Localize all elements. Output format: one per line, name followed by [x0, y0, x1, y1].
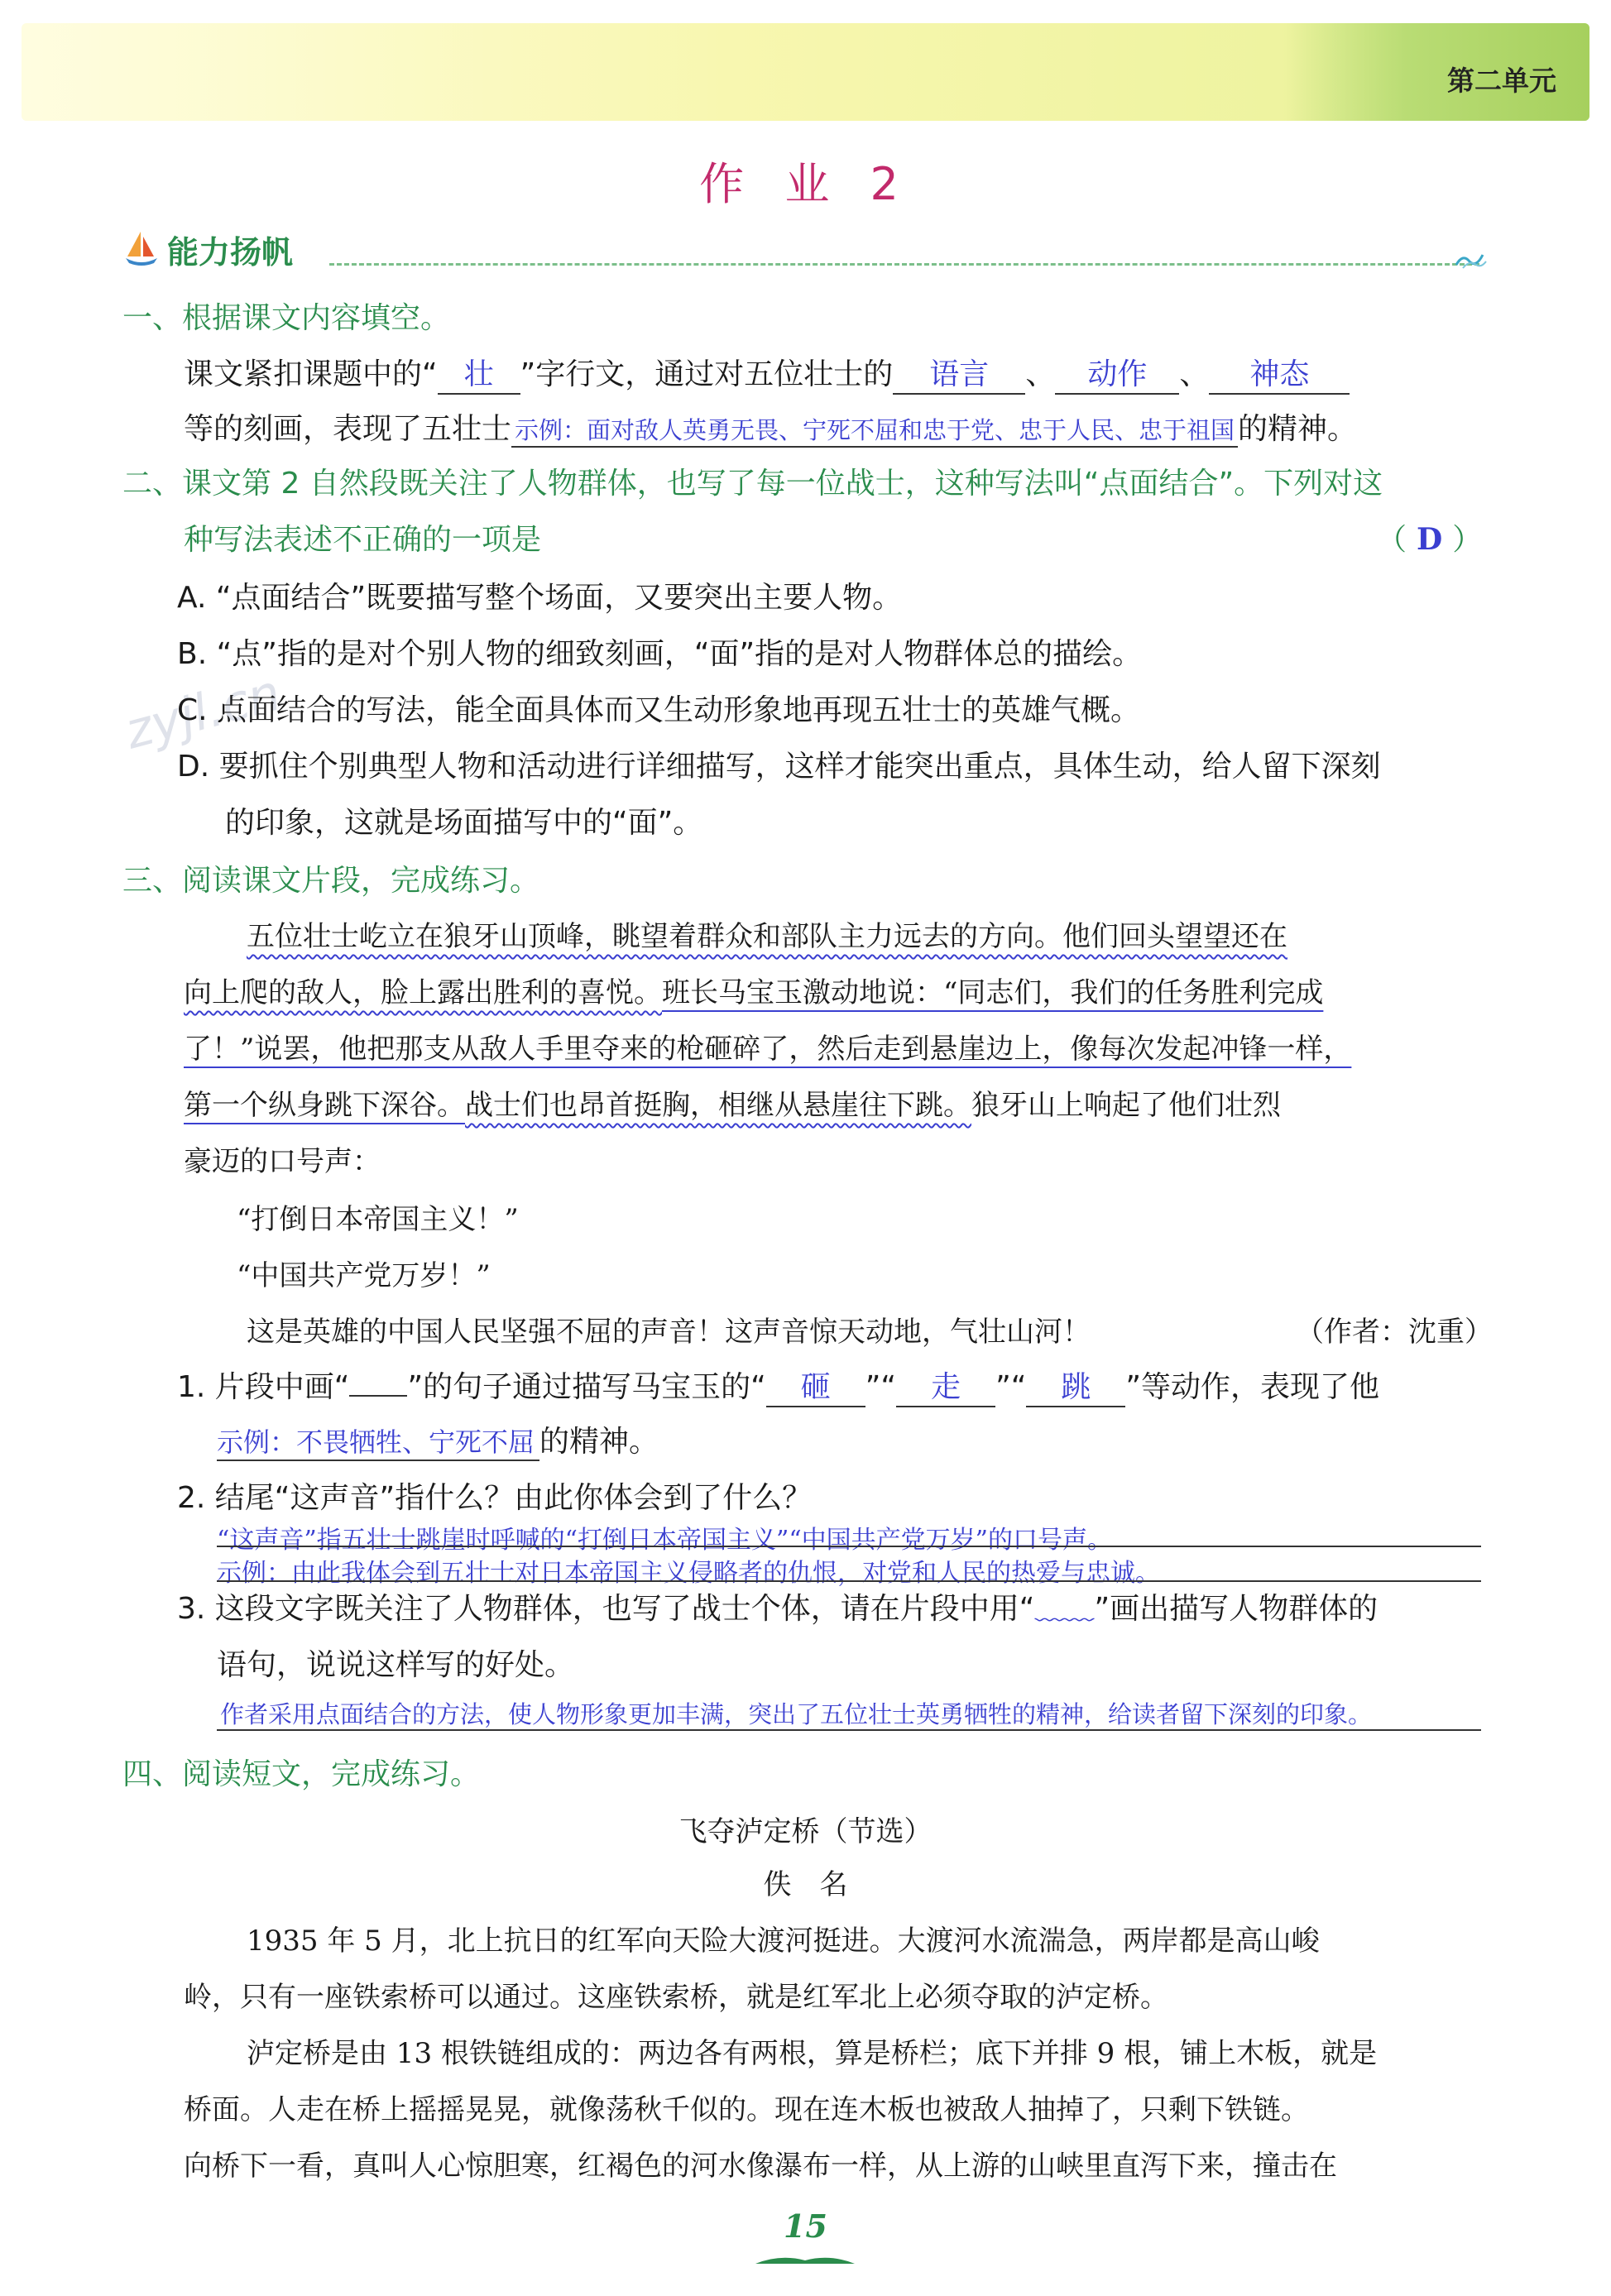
q3-slogan-1: “打倒日本帝国主义！”	[237, 1203, 519, 1236]
article-title-note: （节选）	[819, 1815, 933, 1848]
q3-sub3-line1	[177, 1585, 1378, 1627]
q2-option-d-cont: 的印象，这就是场面描写中的“面”。	[225, 806, 703, 840]
sub1-text: 1. 片段中画“	[177, 1370, 350, 1404]
unit-label: 第二单元	[1447, 65, 1556, 97]
q1-line2	[184, 405, 1357, 448]
page-ornament-icon	[755, 2252, 855, 2265]
q2-heading-1: 二、课文第 2 自然段既关注了人物群体，也写了每一位战士，这种写法叫“点面结合”。下列对这	[122, 467, 1383, 501]
q3-passage-line1	[247, 913, 1287, 954]
q4-article-title	[0, 1809, 1611, 1849]
q1-text: 课文紧扣课题中的“	[184, 357, 438, 391]
q1-blank-5[interactable]: 示例：面对敌人英勇无畏、宁死不屈和忠于党、忠于人民、忠于祖国	[511, 412, 1238, 448]
paren: ）	[1452, 523, 1483, 557]
passage-text: 狼牙山上响起了他们壮烈	[971, 1089, 1281, 1122]
ma-baoyu-sentence: 第一个纵身跳下深谷。	[184, 1089, 465, 1122]
q4-article-author: 佚 名	[763, 1868, 848, 1901]
answer-line	[217, 1729, 1481, 1731]
answer-line	[217, 1580, 1481, 1582]
q2-heading-2: 种写法表述不正确的一项是	[184, 523, 542, 557]
group-sentence: 五位壮士屹立在狼牙山顶峰，眺望着群众和部队主力远去的方向。他们回头望望还在	[247, 920, 1287, 953]
sub1-answer-4[interactable]: 示例：不畏牺牲、宁死不屈	[217, 1421, 539, 1461]
q3-passage-line2	[184, 970, 1323, 1010]
q1-sep: 、	[1025, 357, 1056, 391]
sub1-text: ”“	[995, 1370, 1027, 1404]
q4-line-4: 桥面。人走在桥上摇摇晃晃，就像荡秋千似的。现在连木板也被敌人抽掉了，只剩下铁链。	[184, 2093, 1309, 2126]
q4-line-5: 向桥下一看，真叫人心惊胆寒，红褐色的河水像瀑布一样，从上游的山峡里直泻下来，撞击在	[184, 2150, 1337, 2183]
sub1-text: 的精神。	[539, 1425, 659, 1459]
q3-sub1-line2	[217, 1418, 659, 1461]
q3-author: （作者：沈重）	[1296, 1316, 1493, 1349]
wavy-mark-icon: ﹏﹏	[1034, 1592, 1095, 1626]
q4-line-2: 岭，只有一座铁索桥可以通过。这座铁索桥，就是红军北上必须夺取的泸定桥。	[184, 1981, 1168, 2014]
sub3-text: 3. 这段文字既关注了人物群体，也写了战士个体，请在片段中用“	[177, 1592, 1035, 1626]
q3-slogan-2: “中国共产党万岁！”	[237, 1259, 491, 1292]
group-sentence: 战士们也昂首挺胸，相继从悬崖往下跳。	[465, 1089, 971, 1122]
q1-blank-4[interactable]: 神态	[1209, 351, 1350, 395]
q2-option-d: D. 要抓住个别典型人物和活动进行详细描写，这样才能突出重点，具体生动，给人留下深刻	[177, 750, 1381, 784]
q4-line-1: 1935 年 5 月，北上抗日的红军向天险大渡河挺进。大渡河水流湍急，两岸都是高山峻	[247, 1925, 1320, 1958]
q1-sep: 、	[1179, 357, 1210, 391]
q3-passage-line3	[184, 1026, 1351, 1067]
q1-text: ”字行文，通过对五位壮士的	[520, 357, 894, 391]
q1-blank-3[interactable]: 动作	[1055, 351, 1179, 395]
q3-sub2-question: 2. 结尾“这声音”指什么？由此你体会到了什么？	[177, 1481, 813, 1515]
page-number: 15	[784, 2207, 827, 2245]
q1-blank-2[interactable]: 语言	[893, 351, 1025, 395]
q3-sub2-answer-1[interactable]: “这声音”指五壮士跳崖时呼喊的“打倒日本帝国主义”“中国共产党万岁”的口号声。	[217, 1526, 1113, 1555]
q3-sub3-answer[interactable]: 作者采用点面结合的方法，使人物形象更加丰满，突出了五位壮士英勇牺牲的精神，给读者留下深刻的印象。	[220, 1700, 1373, 1728]
section-header	[122, 223, 1479, 273]
ma-baoyu-sentence: 班长马宝玉激动地说：“同志们，我们的任务胜利完成	[662, 976, 1324, 1009]
q4-heading: 四、阅读短文，完成练习。	[122, 1757, 481, 1791]
sub1-text: ”“	[865, 1370, 897, 1404]
q2-answer[interactable]: D	[1417, 522, 1443, 557]
wave-icon	[1455, 248, 1488, 270]
section-divider	[329, 263, 1479, 266]
unit-tag	[1286, 23, 1589, 121]
answer-line	[217, 1546, 1481, 1547]
sub1-text: ”等动作，表现了他	[1125, 1370, 1380, 1404]
q2-option-b: B. “点”指的是对个别人物的细致刻画，“面”指的是对人物群体总的描绘。	[177, 637, 1143, 671]
sub1-answer-1[interactable]: 砸	[766, 1364, 865, 1407]
q4-line-3: 泸定桥是由 13 根铁链组成的：两边各有两根，算是桥栏；底下并排 9 根，铺上木板，就是	[247, 2037, 1378, 2070]
q2-option-a: A. “点面结合”既要描写整个场面，又要突出主要人物。	[177, 581, 903, 615]
sailboat-icon	[122, 228, 161, 266]
group-sentence: 向上爬的敌人，脸上露出胜利的喜悦。	[184, 976, 662, 1009]
sub3-text: ”画出描写人物群体的	[1094, 1592, 1378, 1626]
q3-passage-line5: 豪迈的口号声：	[184, 1145, 381, 1178]
sub1-text: ”的句子通过描写马宝玉的“	[407, 1370, 766, 1404]
sub1-answer-2[interactable]: 走	[896, 1364, 995, 1407]
q2-answer-box	[1377, 516, 1482, 558]
section-title: 能力扬帆	[167, 234, 294, 271]
q1-blank-1[interactable]: 壮	[438, 351, 520, 395]
sub1-answer-3[interactable]: 跳	[1026, 1364, 1125, 1407]
q1-text: 的精神。	[1238, 412, 1358, 446]
q1-text: 等的刻画，表现了五壮士	[184, 412, 512, 446]
q3-passage-end: 这是英雄的中国人民坚强不屈的声音！这声音惊天动地，气壮山河！	[247, 1316, 1091, 1349]
page-title: 作 业 2	[699, 158, 912, 210]
article-title: 飞夺泸定桥	[678, 1815, 820, 1848]
q3-heading: 三、阅读课文片段，完成练习。	[122, 864, 540, 898]
watermark: zyjl.cn	[119, 664, 287, 761]
ma-baoyu-sentence: 了！”说罢，他把那支从敌人手里夺来的枪砸碎了，然后走到悬崖边上，像每次发起冲锋一样，	[184, 1033, 1352, 1066]
sub1-mark-blank	[349, 1395, 407, 1397]
q1-line1	[184, 351, 1350, 395]
q3-sub3-line2: 语句，说说这样写的好处。	[217, 1648, 575, 1682]
q3-passage-line4	[184, 1082, 1281, 1123]
q3-sub2-answer-2[interactable]: 示例：由此我体会到五壮士对日本帝国主义侵略者的仇恨，对党和人民的热爱与忠诚。	[217, 1559, 1160, 1588]
q1-heading: 一、根据课文内容填空。	[122, 301, 451, 335]
paren: （	[1377, 523, 1407, 557]
q2-option-c: C. 点面结合的写法，能全面具体而又生动形象地再现五壮士的英雄气概。	[177, 693, 1141, 727]
q3-sub1-line1	[177, 1364, 1379, 1407]
